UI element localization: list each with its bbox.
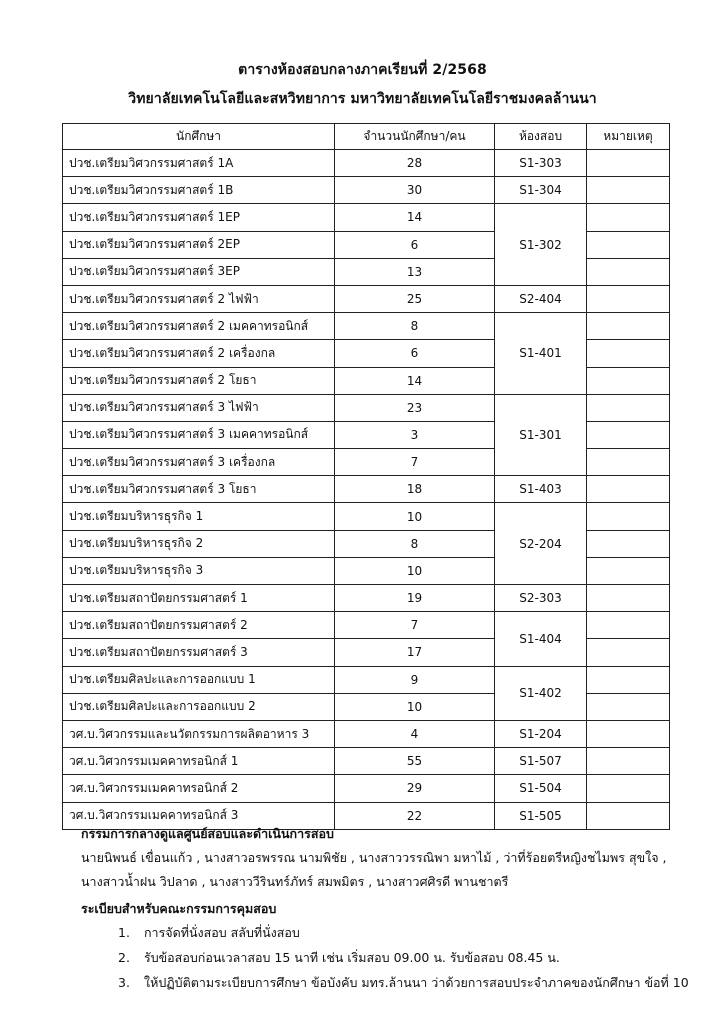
remark-cell bbox=[587, 775, 670, 802]
student-group: วศ.บ.วิศวกรรมเมคคาทรอนิกส์ 1 bbox=[63, 748, 335, 775]
rule-text: การจัดที่นั่งสอบ สลับที่นั่งสอบ bbox=[143, 925, 300, 940]
student-count: 6 bbox=[335, 231, 495, 258]
rule-number: 2. bbox=[118, 950, 130, 965]
student-group: ปวช.เตรียมศิลปะและการออกแบบ 1 bbox=[63, 666, 335, 693]
student-group: ปวช.เตรียมวิศวกรรมศาสตร์ 3 โยธา bbox=[63, 476, 335, 503]
student-count: 7 bbox=[335, 449, 495, 476]
student-group: ปวช.เตรียมวิศวกรรมศาสตร์ 3 ไฟฟ้า bbox=[63, 394, 335, 421]
student-count: 8 bbox=[335, 530, 495, 557]
table-row bbox=[63, 394, 670, 421]
remark-cell bbox=[587, 421, 670, 448]
rule-item bbox=[118, 973, 689, 993]
rules-heading: ระเบียบสำหรับคณะกรรมการคุมสอบ bbox=[81, 901, 277, 916]
document-subtitle: วิทยาลัยเทคโนโลยีและสหวิทยาการ มหาวิทยาลัยเทคโนโลยีราชมงคลล้านนา bbox=[128, 91, 597, 107]
student-count: 14 bbox=[335, 367, 495, 394]
student-count: 8 bbox=[335, 313, 495, 340]
student-count: 3 bbox=[335, 421, 495, 448]
student-group: ปวช.เตรียมวิศวกรรมศาสตร์ 2 เมคคาทรอนิกส์ bbox=[63, 313, 335, 340]
exam-room: S2-303 bbox=[495, 585, 587, 612]
student-count: 14 bbox=[335, 204, 495, 231]
remark-cell bbox=[587, 476, 670, 503]
student-count: 4 bbox=[335, 720, 495, 747]
table-row bbox=[63, 503, 670, 530]
student-count: 10 bbox=[335, 503, 495, 530]
rule-item bbox=[118, 923, 300, 943]
student-count: 6 bbox=[335, 340, 495, 367]
remark-cell bbox=[587, 449, 670, 476]
remark-cell bbox=[587, 666, 670, 693]
student-group: วศ.บ.วิศวกรรมเมคคาทรอนิกส์ 2 bbox=[63, 775, 335, 802]
table-row bbox=[63, 204, 670, 231]
remark-cell bbox=[587, 530, 670, 557]
remark-cell bbox=[587, 150, 670, 177]
remark-cell bbox=[587, 720, 670, 747]
table-row bbox=[63, 720, 670, 747]
student-group: ปวช.เตรียมวิศวกรรมศาสตร์ 1EP bbox=[63, 204, 335, 231]
remark-cell bbox=[587, 557, 670, 584]
student-count: 25 bbox=[335, 285, 495, 312]
table-row bbox=[63, 612, 670, 639]
header-count: จำนวนนักศึกษา/คน bbox=[335, 124, 495, 150]
committee-names-line2: นางสาวน้ำฝน วิปลาด , นางสาววีรินทร์ภัทร์ สมพมิตร , นางสาวศศิรดี พานชาตรี bbox=[81, 874, 509, 889]
table-row bbox=[63, 476, 670, 503]
exam-room: S1-504 bbox=[495, 775, 587, 802]
student-count: 55 bbox=[335, 748, 495, 775]
exam-room: S1-507 bbox=[495, 748, 587, 775]
student-count: 7 bbox=[335, 612, 495, 639]
table-row bbox=[63, 285, 670, 312]
student-count: 10 bbox=[335, 693, 495, 720]
exam-room-table bbox=[62, 123, 670, 830]
student-count: 19 bbox=[335, 585, 495, 612]
student-group: ปวช.เตรียมสถาปัตยกรรมศาสตร์ 3 bbox=[63, 639, 335, 666]
exam-room: S1-304 bbox=[495, 177, 587, 204]
remark-cell bbox=[587, 639, 670, 666]
exam-room: S1-402 bbox=[495, 666, 587, 720]
rule-item bbox=[118, 948, 560, 968]
student-count: 29 bbox=[335, 775, 495, 802]
committee-heading: กรรมการกลางดูแลศูนย์สอบและดำเนินการสอบ bbox=[81, 826, 334, 841]
remark-cell bbox=[587, 367, 670, 394]
remark-cell bbox=[587, 612, 670, 639]
exam-room: S1-303 bbox=[495, 150, 587, 177]
student-group: ปวช.เตรียมวิศวกรรมศาสตร์ 1A bbox=[63, 150, 335, 177]
header-room: ห้องสอบ bbox=[495, 124, 587, 150]
exam-room: S1-301 bbox=[495, 394, 587, 476]
document-title: ตารางห้องสอบกลางภาคเรียนที่ 2/2568 bbox=[238, 62, 487, 78]
table-row bbox=[63, 775, 670, 802]
student-group: ปวช.เตรียมวิศวกรรมศาสตร์ 3 เครื่องกล bbox=[63, 449, 335, 476]
remark-cell bbox=[587, 231, 670, 258]
table-row bbox=[63, 177, 670, 204]
remark-cell bbox=[587, 503, 670, 530]
exam-room: S1-401 bbox=[495, 313, 587, 395]
remark-cell bbox=[587, 748, 670, 775]
student-group: ปวช.เตรียมวิศวกรรมศาสตร์ 2 ไฟฟ้า bbox=[63, 285, 335, 312]
exam-room: S2-204 bbox=[495, 503, 587, 585]
table-header-row bbox=[63, 124, 670, 150]
student-group: ปวช.เตรียมศิลปะและการออกแบบ 2 bbox=[63, 693, 335, 720]
exam-room: S2-404 bbox=[495, 285, 587, 312]
table-row bbox=[63, 748, 670, 775]
student-group: วศ.บ.วิศวกรรมและนวัตกรรมการผลิตอาหาร 3 bbox=[63, 720, 335, 747]
student-count: 30 bbox=[335, 177, 495, 204]
rule-number: 1. bbox=[118, 925, 130, 940]
header-remark: หมายเหตุ bbox=[587, 124, 670, 150]
exam-room: S1-404 bbox=[495, 612, 587, 666]
student-group: ปวช.เตรียมสถาปัตยกรรมศาสตร์ 2 bbox=[63, 612, 335, 639]
remark-cell bbox=[587, 285, 670, 312]
student-count: 9 bbox=[335, 666, 495, 693]
remark-cell bbox=[587, 802, 670, 829]
student-group: ปวช.เตรียมบริหารธุรกิจ 3 bbox=[63, 557, 335, 584]
student-group: ปวช.เตรียมบริหารธุรกิจ 1 bbox=[63, 503, 335, 530]
exam-room: S1-204 bbox=[495, 720, 587, 747]
student-group: ปวช.เตรียมวิศวกรรมศาสตร์ 2 โยธา bbox=[63, 367, 335, 394]
rule-text: ให้ปฏิบัติตามระเบียบการศึกษา ข้อบังคับ มทร.ล้านนา ว่าด้วยการสอบประจำภาคของนักศึกษา ข้อที่ 10 bbox=[143, 975, 689, 990]
remark-cell bbox=[587, 204, 670, 231]
table-row bbox=[63, 585, 670, 612]
table-row bbox=[63, 150, 670, 177]
table-row bbox=[63, 313, 670, 340]
student-count: 18 bbox=[335, 476, 495, 503]
student-group: ปวช.เตรียมวิศวกรรมศาสตร์ 2EP bbox=[63, 231, 335, 258]
student-count: 28 bbox=[335, 150, 495, 177]
student-group: ปวช.เตรียมวิศวกรรมศาสตร์ 1B bbox=[63, 177, 335, 204]
remark-cell bbox=[587, 177, 670, 204]
student-count: 13 bbox=[335, 258, 495, 285]
remark-cell bbox=[587, 340, 670, 367]
student-count: 22 bbox=[335, 802, 495, 829]
table-row bbox=[63, 666, 670, 693]
committee-names-line1: นายนิพนธ์ เขื่อนแก้ว , นางสาวอรพรรณ นามพิชัย , นางสาววรรณิพา มหาไม้ , ว่าที่ร้อยตรีหญิงชไมพร สุขใจ , bbox=[81, 850, 667, 865]
remark-cell bbox=[587, 585, 670, 612]
student-group: ปวช.เตรียมสถาปัตยกรรมศาสตร์ 1 bbox=[63, 585, 335, 612]
header-student: นักศึกษา bbox=[63, 124, 335, 150]
rule-text: รับข้อสอบก่อนเวลาสอบ 15 นาที เช่น เริ่มสอบ 09.00 น. รับข้อสอบ 08.45 น. bbox=[143, 950, 560, 965]
remark-cell bbox=[587, 394, 670, 421]
student-count: 23 bbox=[335, 394, 495, 421]
remark-cell bbox=[587, 693, 670, 720]
exam-room: S1-302 bbox=[495, 204, 587, 286]
student-group: วศ.บ.วิศวกรรมเมคคาทรอนิกส์ 3 bbox=[63, 802, 335, 829]
student-count: 17 bbox=[335, 639, 495, 666]
remark-cell bbox=[587, 258, 670, 285]
exam-room: S1-403 bbox=[495, 476, 587, 503]
student-group: ปวช.เตรียมวิศวกรรมศาสตร์ 2 เครื่องกล bbox=[63, 340, 335, 367]
student-count: 10 bbox=[335, 557, 495, 584]
rule-number: 3. bbox=[118, 975, 130, 990]
student-group: ปวช.เตรียมบริหารธุรกิจ 2 bbox=[63, 530, 335, 557]
remark-cell bbox=[587, 313, 670, 340]
student-group: ปวช.เตรียมวิศวกรรมศาสตร์ 3EP bbox=[63, 258, 335, 285]
exam-room: S1-505 bbox=[495, 802, 587, 829]
student-group: ปวช.เตรียมวิศวกรรมศาสตร์ 3 เมคคาทรอนิกส์ bbox=[63, 421, 335, 448]
